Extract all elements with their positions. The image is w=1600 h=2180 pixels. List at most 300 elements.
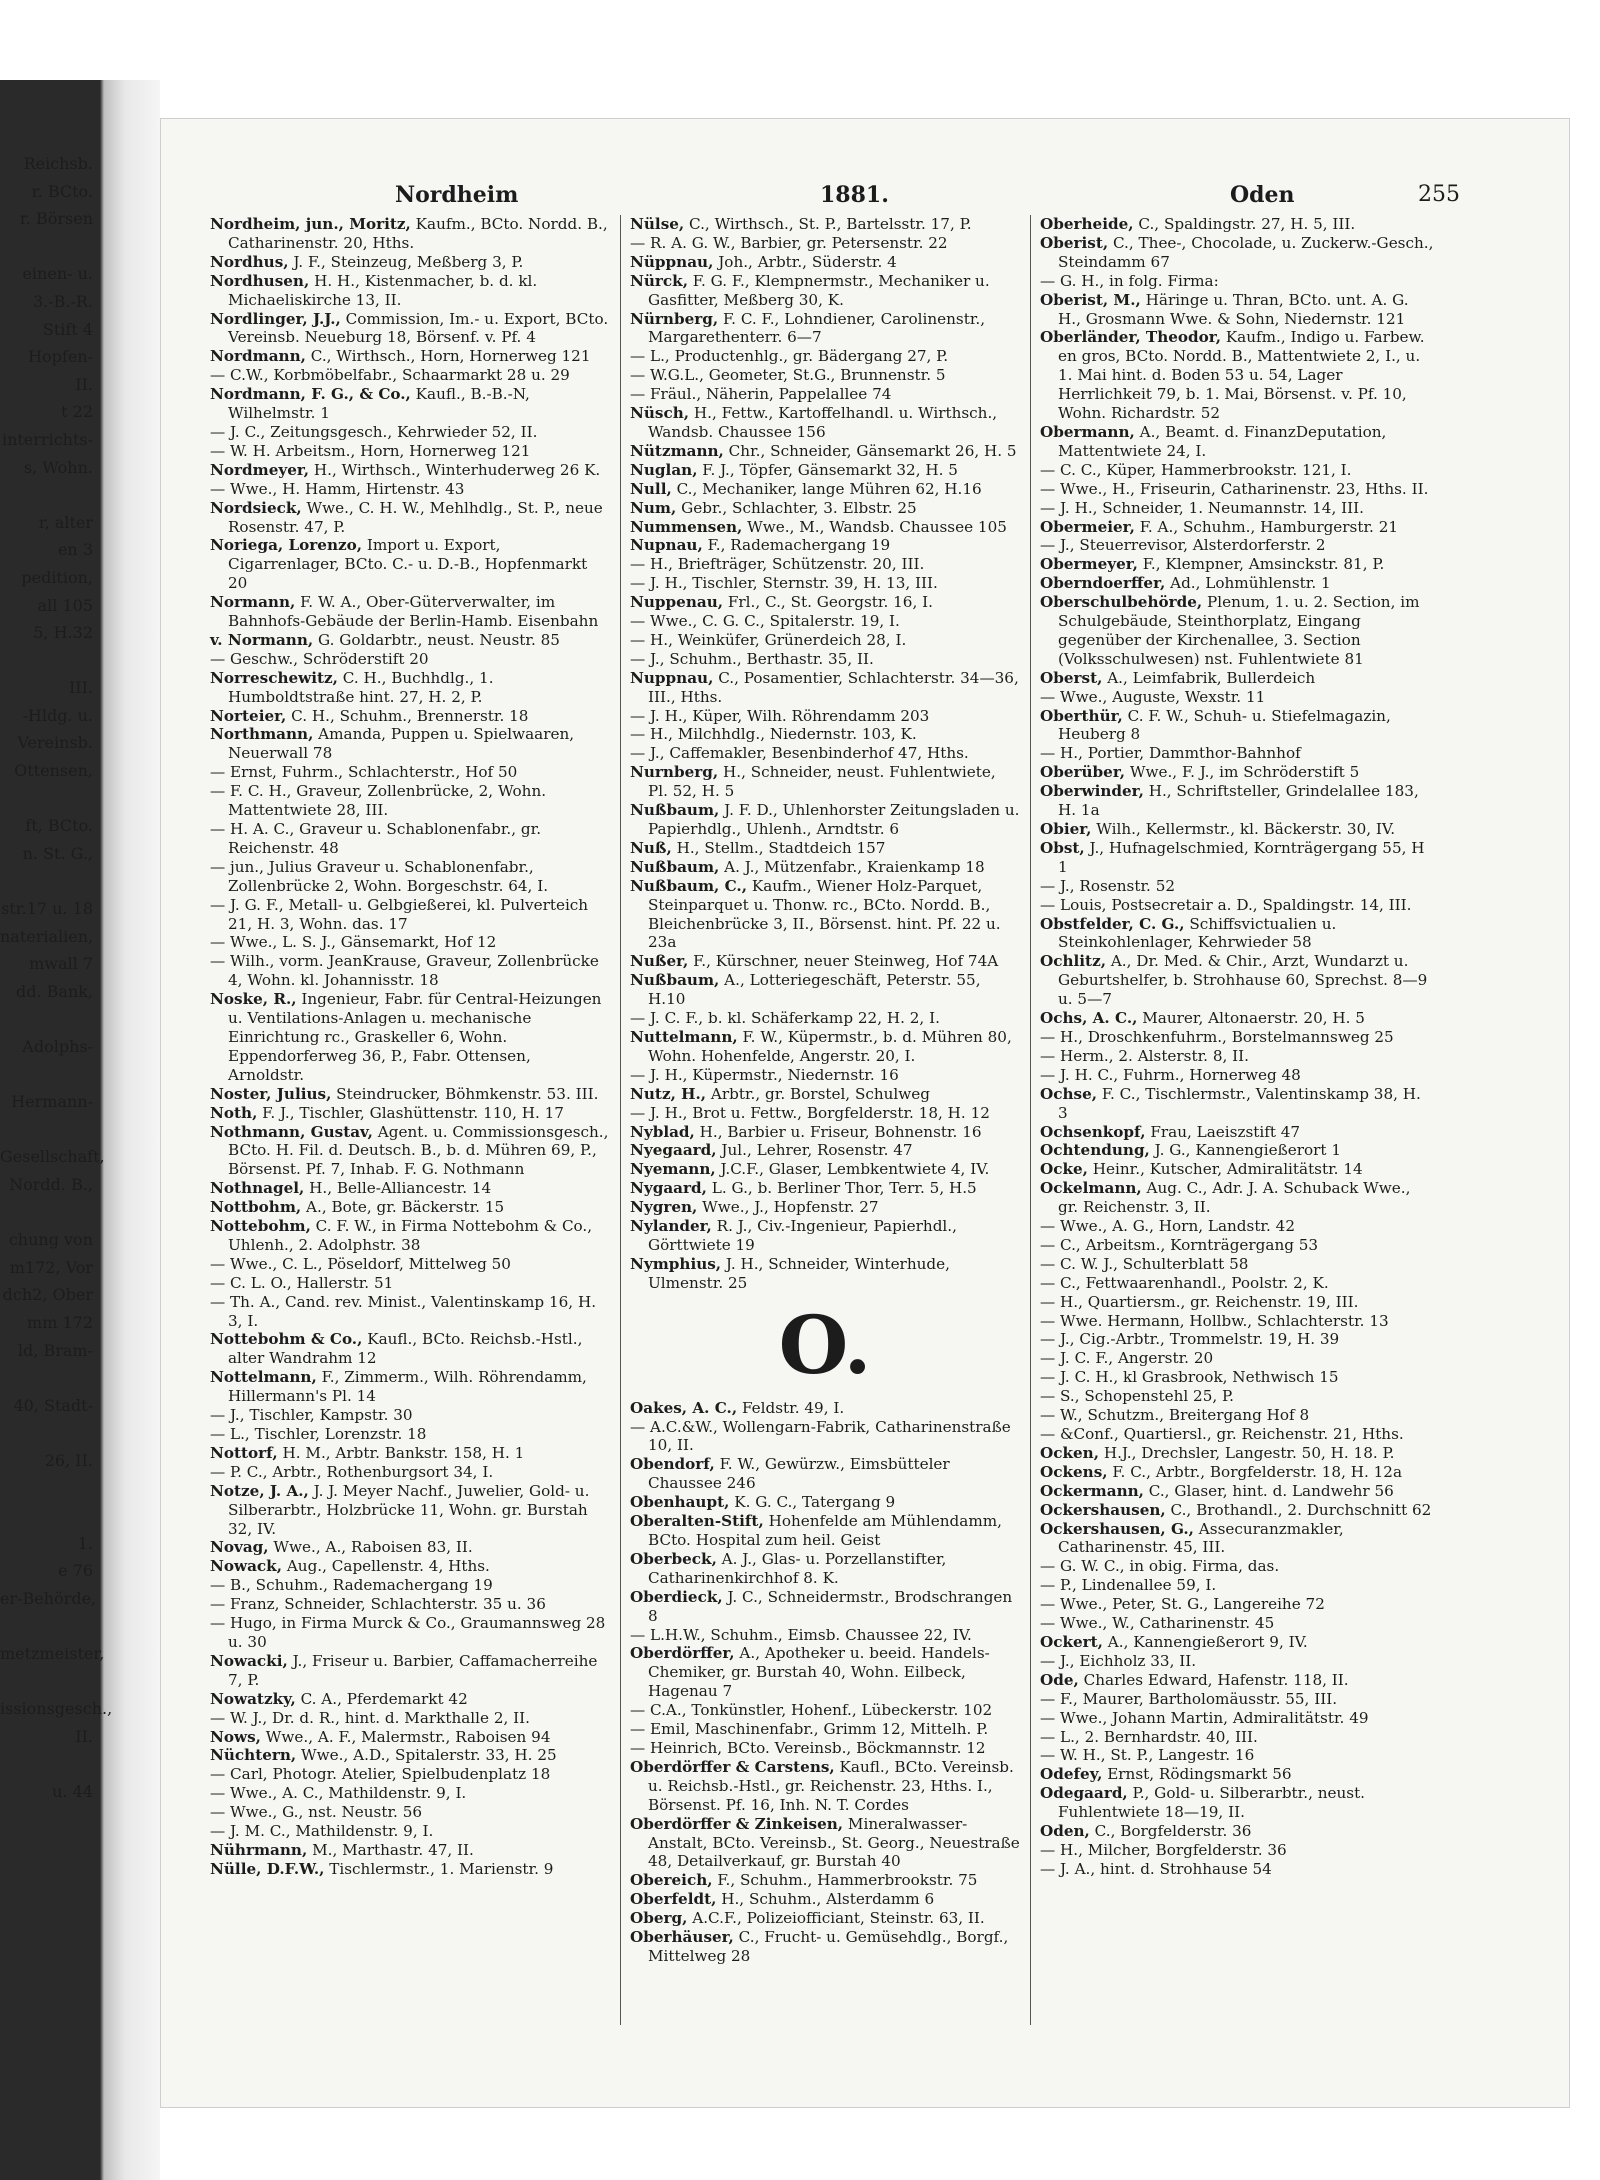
directory-entry [1040, 707, 1435, 745]
margin-fragment: Hopfen- [28, 347, 93, 367]
margin-fragment: Gesellschaft, [0, 1147, 105, 1167]
entry-name: Nummensen, [630, 517, 743, 536]
directory-entry [210, 782, 610, 820]
entry-name: Obenhaupt, [630, 1493, 730, 1512]
directory-entry [1040, 1784, 1435, 1822]
directory-entry [1040, 1236, 1435, 1255]
directory-entry [1040, 1028, 1435, 1047]
entry-details: — C. W. J., Schulterblatt 58 [1040, 1254, 1249, 1273]
directory-entry [1040, 555, 1435, 574]
entry-details: J., Hufnagelschmied, Kornträgergang 55, H 1 [1058, 838, 1425, 876]
directory-entry [210, 858, 610, 896]
directory-entry [1040, 1841, 1435, 1860]
entry-name: Oberbeck, [630, 1549, 717, 1568]
directory-entry [630, 518, 1020, 537]
entry-details: — J. C. F., Angerstr. 20 [1040, 1349, 1214, 1368]
entry-name: Nygren, [630, 1198, 698, 1217]
entry-details: — J. G. F., Metall- u. Gelbgießerei, kl. Pulverteich 21, H. 3, Wohn. das. 17 [210, 895, 589, 933]
entry-details: C., Mechaniker, lange Mühren 62, H.16 [671, 479, 982, 498]
directory-entry [210, 1803, 610, 1822]
entry-name: Norreschewitz, [210, 668, 338, 687]
margin-fragment: en 3 [57, 540, 93, 560]
entry-details: Frl., C., St. Georgstr. 16, I. [723, 593, 933, 612]
entry-details: Wwe., M., Wandsb. Chaussee 105 [742, 517, 1007, 536]
directory-entry [1040, 896, 1435, 915]
directory-column-1 [210, 215, 610, 2065]
entry-name: Ochs, A. C., [1040, 1009, 1138, 1028]
entry-name: Oberst, [1040, 668, 1103, 687]
directory-entry [1040, 1349, 1435, 1368]
directory-entry [630, 612, 1020, 631]
entry-details: Kaufl., BCto. Vereinsb. u. Reichsb.-Hstl., gr. Reichenstr. 23, Hths. I., Börsenst. Pf. 16, Inh. N. T. Cordes [648, 1757, 1014, 1814]
margin-fragment: metzmeister, [0, 1644, 105, 1664]
entry-name: Nüsch, [630, 404, 690, 423]
entry-details: Joh., Arbtr., Süderstr. 4 [713, 252, 897, 271]
entry-name: Norteier, [210, 706, 287, 725]
entry-details: — W. J., Dr. d. R., hint. d. Markthalle 2, II. [210, 1708, 530, 1727]
entry-details: C., Posamentier, Schlachterstr. 34—36, III., Hths. [648, 668, 1019, 706]
directory-entry [1040, 1595, 1435, 1614]
entry-details: J. F. D., Uhlenhorster Zeitungsladen u. Papierhdlg., Uhlenh., Arndtstr. 6 [648, 801, 1020, 838]
entry-name: Nowatzky, [210, 1689, 296, 1708]
entry-name: Num, [630, 498, 677, 517]
directory-entry [1040, 744, 1435, 763]
entry-name: Ockermann, [1040, 1481, 1144, 1500]
entry-details: Maurer, Altonaerstr. 20, H. 5 [1137, 1009, 1365, 1028]
directory-entry [1040, 1690, 1435, 1709]
entry-name: Nordhus, [210, 252, 289, 271]
entry-name: Oberschulbehörde, [1040, 593, 1203, 612]
entry-details: — C.A., Tonkünstler, Hohenf., Lübeckerstr. 102 [630, 1701, 993, 1720]
entry-name: Nyegaard, [630, 1141, 717, 1160]
entry-details: C. H., Buchhdlg., 1. Humboldtstraße hint. 27, H. 2, P. [228, 668, 494, 706]
margin-fragment: u. 44 [52, 1782, 93, 1802]
directory-entry [1040, 1179, 1435, 1217]
entry-details: C. F. W., Schuh- u. Stiefelmagazin, Heuberg 8 [1058, 706, 1391, 744]
directory-entry [1040, 518, 1435, 537]
entry-name: Odegaard, [1040, 1784, 1128, 1803]
entry-name: Ochlitz, [1040, 952, 1106, 971]
entry-details: — Wwe., L. S. J., Gänsemarkt, Hof 12 [210, 933, 497, 952]
entry-details: — J. H., Küper, Wilh. Röhrendamm 203 [630, 706, 930, 725]
margin-fragment: Reichsb. [23, 154, 93, 173]
directory-entry [630, 272, 1020, 310]
entry-name: Ochsenkopf, [1040, 1122, 1146, 1141]
entry-details: — W. H., St. P., Langestr. 16 [1040, 1746, 1255, 1765]
entry-details: Ernst, Rödingsmarkt 56 [1102, 1765, 1292, 1784]
entry-name: Nuglan, [630, 460, 698, 479]
margin-fragment [0, 647, 95, 675]
entry-details: A. J., Mützenfabr., Kraienkamp 18 [719, 857, 985, 876]
directory-entry [630, 1890, 1020, 1909]
margin-fragment [0, 1612, 95, 1640]
directory-entry [210, 1123, 610, 1180]
margin-fragment: mm 172 [27, 1312, 93, 1332]
directory-entry [1040, 952, 1435, 1009]
directory-entry [1040, 1520, 1435, 1558]
directory-entry [1040, 1387, 1435, 1406]
entry-name: v. Normann, [210, 630, 314, 649]
margin-fragment [0, 233, 95, 261]
page-number: 255 [1418, 182, 1460, 207]
directory-entry [210, 1463, 610, 1482]
margin-fragment: t 22 [61, 402, 93, 422]
entry-details: — Wwe. Hermann, Hollbw., Schlachterstr. 13 [1040, 1311, 1389, 1330]
entry-details: — H., Weinküfer, Grünerdeich 28, I. [630, 630, 907, 649]
entry-details: J.C.F., Glaser, Lembkentwiete 4, IV. [715, 1160, 990, 1179]
directory-entry [1040, 1463, 1435, 1482]
directory-entry [1040, 1141, 1435, 1160]
entry-details: Kaufm., Indigo u. Farbew. en gros, BCto. Nordd. B., Mattentwiete 2, I., u. 1. Mai hint. d. Boden 53 u. 54, Lager Herrlichkeit 79, b. 1. Mai, Börsenst. v. Pf. 10, Wohn. Richardstr. 52 [1058, 328, 1425, 423]
entry-details: C. F. W., in Firma Nottebohm & Co., Uhlenh., 2. Adolphstr. 38 [228, 1217, 593, 1254]
entry-details: C., Thee-, Chocolade, u. Zuckerw.-Gesch., Steindamm 67 [1058, 233, 1434, 271]
entry-name: Nows, [210, 1727, 261, 1746]
entry-details: — H., Quartiersm., gr. Reichenstr. 19, III. [1040, 1292, 1359, 1311]
margin-fragment: II. [75, 374, 93, 394]
directory-entry [1040, 1444, 1435, 1463]
directory-entry [1040, 574, 1435, 593]
entry-name: Obermeyer, [1040, 555, 1138, 574]
directory-entry [210, 1746, 610, 1765]
directory-entry [210, 820, 610, 858]
entry-name: Noth, [210, 1103, 258, 1122]
directory-entry [630, 1085, 1020, 1104]
entry-name: Odefey, [1040, 1765, 1103, 1784]
margin-fragment: ld, Bram- [17, 1340, 93, 1360]
entry-details: — Franz, Schneider, Schlachterstr. 35 u. 36 [210, 1595, 546, 1614]
entry-details: M., Marthastr. 47, II. [307, 1840, 474, 1859]
entry-details: — J., Steuerrevisor, Alsterdorferstr. 2 [1040, 536, 1326, 555]
directory-entry [210, 1690, 610, 1709]
entry-name: Oberdieck, [630, 1587, 723, 1606]
entry-details: — Wwe., H., Friseurin, Catharinenstr. 23, Hths. II. [1040, 479, 1429, 498]
directory-entry [210, 1104, 610, 1123]
directory-entry [210, 1255, 610, 1274]
entry-name: Nordhusen, [210, 271, 310, 290]
entry-details: J. G., Kannengießerort 1 [1149, 1141, 1342, 1160]
directory-entry [210, 1595, 610, 1614]
entry-details: — Heinrich, BCto. Vereinsb., Böckmannstr. 12 [630, 1738, 986, 1757]
entry-details: — Wwe., A. C., Mathildenstr. 9, I. [210, 1784, 467, 1803]
directory-entry [630, 1066, 1020, 1085]
directory-entry [630, 310, 1020, 348]
directory-entry [1040, 536, 1435, 555]
directory-entry [210, 347, 610, 366]
entry-details: — J. C., Zeitungsgesch., Kehrwieder 52, II. [210, 422, 538, 441]
entry-details: F. W., Gewürzw., Eimsbütteler Chaussee 246 [648, 1455, 950, 1493]
entry-details: — W.G.L., Geometer, St.G., Brunnenstr. 5 [630, 366, 946, 385]
column-divider [620, 215, 621, 2025]
entry-details: — Wwe., G., nst. Neustr. 56 [210, 1803, 423, 1822]
entry-details: — Ernst, Fuhrm., Schlachterstr., Hof 50 [210, 763, 518, 782]
entry-name: Nürnberg, [630, 309, 719, 328]
directory-entry [630, 555, 1020, 574]
directory-entry [210, 385, 610, 423]
directory-entry [210, 650, 610, 669]
entry-details: — H., Portier, Dammthor-Bahnhof [1040, 744, 1301, 763]
directory-entry [630, 858, 1020, 877]
directory-entry [630, 480, 1020, 499]
entry-details: — Wwe., Auguste, Wexstr. 11 [1040, 687, 1266, 706]
directory-entry [630, 1909, 1020, 1928]
directory-entry [630, 499, 1020, 518]
margin-fragment [0, 1005, 95, 1033]
directory-entry [210, 461, 610, 480]
directory-entry [210, 423, 610, 442]
directory-entry [210, 253, 610, 272]
margin-fragment: m172, Vor [9, 1257, 93, 1277]
entry-details: — H., Milchhdlg., Niedernstr. 103, K. [630, 725, 917, 744]
entry-name: Oberist, M., [1040, 290, 1141, 309]
margin-fragment: er-Behörde, [0, 1588, 97, 1608]
entry-details: J. C., Schneidermstr., Brodschrangen 8 [648, 1587, 1013, 1625]
margin-fragment [0, 785, 95, 813]
directory-entry [210, 1841, 610, 1860]
entry-details: Wilh., Kellermstr., kl. Bäckerstr. 30, IV. [1091, 820, 1396, 838]
entry-details: F. A., Schuhm., Hamburgerstr. 21 [1134, 517, 1399, 536]
entry-details: Assecuranzmakler, Catharinenstr. 45, III. [1058, 1519, 1344, 1557]
directory-entry [630, 1928, 1020, 1966]
entry-details: — L., Tischler, Lorenzstr. 18 [210, 1425, 427, 1443]
directory-entry [630, 385, 1020, 404]
section-letter: O. [778, 1297, 872, 1392]
entry-name: Oberdörffer & Carstens, [630, 1757, 835, 1776]
entry-name: Nottorf, [210, 1443, 278, 1462]
entry-details: Kaufm., BCto. Nordd. B., Catharinenstr. 20, Hths. [228, 215, 608, 252]
directory-entry [210, 1425, 610, 1444]
entry-name: Oakes, A. C., [630, 1398, 738, 1417]
directory-entry [210, 896, 610, 934]
entry-name: Nottbohm, [210, 1198, 302, 1217]
entry-details: — B., Schuhm., Rademachergang 19 [210, 1576, 493, 1595]
entry-details: Ad., Lohmühlenstr. 1 [1165, 574, 1331, 593]
entry-details: Agent. u. Commissionsgesch., BCto. H. Fil. d. Deutsch. B., b. d. Mühren 69, P., Börsenst. Pf. 7, Inhab. F. G. Nothmann [228, 1122, 609, 1179]
directory-entry [1040, 1217, 1435, 1236]
entry-name: Nymphius, [630, 1254, 722, 1273]
entry-details: — Hugo, in Firma Murck & Co., Graumannsweg 28 u. 30 [210, 1614, 606, 1651]
directory-entry [210, 1293, 610, 1331]
entry-name: Obst, [1040, 838, 1085, 857]
directory-entry [630, 1550, 1020, 1588]
entry-details: Jul., Lehrer, Rosenstr. 47 [716, 1141, 913, 1160]
entry-name: Ochtendung, [1040, 1141, 1150, 1160]
entry-name: Ocken, [1040, 1443, 1099, 1462]
directory-entry [210, 1274, 610, 1293]
entry-name: Oberfeldt, [630, 1890, 717, 1909]
column-divider [1030, 215, 1031, 2025]
directory-entry [630, 1701, 1020, 1720]
margin-fragment: Stift 4 [42, 319, 93, 339]
entry-name: Ockert, [1040, 1632, 1103, 1651]
entry-details: — L., Productenhlg., gr. Bädergang 27, P. [630, 347, 949, 366]
directory-entry [630, 1198, 1020, 1217]
entry-name: Nothmann, Gustav, [210, 1122, 373, 1141]
entry-name: Ochse, [1040, 1084, 1098, 1103]
entry-details: R. J., Civ.-Ingenieur, Papierhdl., Görttwiete 19 [648, 1217, 957, 1254]
directory-entry [630, 1217, 1020, 1255]
entry-details: — J. C. H., kl Grasbrook, Nethwisch 15 [1040, 1368, 1339, 1387]
entry-details: Wwe., C. H. W., Mehlhdlg., St. P., neue Rosenstr. 47, P. [228, 498, 603, 536]
directory-entry [630, 763, 1020, 801]
margin-fragment: n. St. G., [22, 843, 93, 863]
running-head-right: Oden [1230, 182, 1295, 208]
entry-name: Noske, R., [210, 990, 297, 1009]
directory-entry [210, 1784, 610, 1803]
directory-entry [630, 1141, 1020, 1160]
directory-entry [210, 1217, 610, 1255]
entry-details: C., Spaldingstr. 27, H. 5, III. [1133, 215, 1356, 233]
entry-name: Nottebohm & Co., [210, 1330, 363, 1349]
directory-entry [1040, 1765, 1435, 1784]
entry-details: Wwe., A., Raboisen 83, II. [268, 1538, 473, 1557]
directory-entry [210, 442, 610, 461]
directory-entry [1040, 1085, 1435, 1123]
margin-fragment: 3.-B.-R. [32, 291, 93, 311]
entry-details: — Carl, Photogr. Atelier, Spielbudenplatz 18 [210, 1765, 551, 1784]
entry-details: J. H., Schneider, Winterhude, Ulmenstr. 25 [648, 1254, 950, 1292]
directory-entry [210, 1557, 610, 1576]
directory-entry [210, 1368, 610, 1406]
entry-name: Oberthür, [1040, 706, 1123, 725]
entry-name: Oden, [1040, 1822, 1090, 1841]
entry-details: H., Wirthsch., Winterhuderweg 26 K. [309, 460, 601, 479]
entry-details: Kaufl., BCto. Reichsb.-Hstl., alter Wandrahm 12 [228, 1330, 583, 1368]
entry-name: Nordmann, [210, 347, 306, 366]
entry-details: — G. H., in folg. Firma: [1040, 271, 1219, 290]
directory-entry [1040, 1009, 1435, 1028]
margin-fragment: issionsgesch., [0, 1699, 113, 1719]
margin-fragment: r. Börsen [19, 209, 93, 229]
entry-details: — Wwe., H. Hamm, Hirtenstr. 43 [210, 479, 465, 498]
entry-details: — W., Schutzm., Breitergang Hof 8 [1040, 1406, 1310, 1425]
margin-fragment: 26, II. [44, 1450, 93, 1470]
directory-entry [630, 801, 1020, 839]
entry-details: — Emil, Maschinenfabr., Grimm 12, Mittelh. P. [630, 1720, 989, 1739]
entry-details: — W. H. Arbeitsm., Horn, Hornerweg 121 [210, 441, 531, 460]
entry-name: Nordheim, jun., Moritz, [210, 215, 411, 233]
entry-details: Wwe., F. J., im Schröderstift 5 [1125, 763, 1360, 782]
entry-details: — F. C. H., Graveur, Zollenbrücke, 2, Wohn. Mattentwiete 28, III. [210, 782, 547, 820]
margin-fragment: s, Wohn. [23, 457, 93, 477]
directory-column-3 [1040, 215, 1435, 2065]
directory-entry [210, 1406, 610, 1425]
entry-name: Nordmann, F. G., & Co., [210, 385, 411, 404]
entry-details: H., Schneider, neust. Fuhlentwiete, Pl. 52, H. 5 [648, 763, 996, 801]
directory-entry [210, 763, 610, 782]
entry-details: Plenum, 1. u. 2. Section, im Schulgebäude, Steinthorplatz, Eingang gegenüber der Kirchenallee, 3. Section (Volksschulwesen) nst. Fuhlentwiete 81 [1058, 593, 1420, 668]
margin-fragment [0, 1750, 95, 1778]
entry-details: — J., Schuhm., Berthastr. 35, II. [630, 649, 874, 668]
entry-details: — C., Arbeitsm., Kornträgergang 53 [1040, 1235, 1319, 1254]
directory-entry [630, 1644, 1020, 1701]
entry-details: C., Wirthsch., St. P., Bartelsstr. 17, P. [684, 215, 972, 233]
directory-entry [630, 952, 1020, 971]
directory-entry [630, 461, 1020, 480]
directory-entry [630, 574, 1020, 593]
entry-name: Nüchtern, [210, 1746, 297, 1765]
directory-entry [1040, 669, 1435, 688]
directory-entry [1040, 423, 1435, 461]
directory-entry [1040, 763, 1435, 782]
entry-details: Amanda, Puppen u. Spielwaaren, Neuerwall 78 [228, 725, 575, 763]
entry-details: P., Gold- u. Silberarbtr., neust. Fuhlentwiete 18—19, II. [1058, 1784, 1366, 1822]
directory-entry [630, 725, 1020, 744]
entry-name: Normann, [210, 593, 296, 612]
directory-entry [630, 253, 1020, 272]
entry-details: Charles Edward, Hafenstr. 118, II. [1078, 1670, 1349, 1689]
margin-fragment: ft, BCto. [25, 816, 93, 836]
directory-entry [1040, 1614, 1435, 1633]
directory-entry [1040, 1709, 1435, 1728]
directory-entry [210, 310, 610, 348]
directory-entry [1040, 1312, 1435, 1331]
entry-name: Nygaard, [630, 1179, 707, 1198]
entry-details: — H. A. C., Graveur u. Schablonenfabr., gr. Reichenstr. 48 [210, 820, 542, 857]
directory-column-2 [630, 215, 1020, 2065]
entry-details: — Wwe., W., Catharinenstr. 45 [1040, 1614, 1275, 1633]
running-head-left: Nordheim [395, 182, 519, 208]
entry-details: — jun., Julius Graveur u. Schablonenfabr., Zollenbrücke 2, Wohn. Borgeschstr. 64, I. [210, 857, 549, 895]
directory-entry [210, 272, 610, 310]
directory-entry [1040, 1501, 1435, 1520]
entry-details: Aug., Capellenstr. 4, Hths. [282, 1557, 490, 1576]
entry-name: Oberdörffer, [630, 1644, 735, 1663]
entry-details: Kaufl., B.-B.-N, Wilhelmstr. 1 [228, 385, 530, 423]
entry-name: Nupnau, [630, 536, 703, 555]
margin-fragment: pedition, [21, 567, 93, 587]
entry-name: Nowacki, [210, 1651, 288, 1670]
margin-fragment: interrichts- [1, 429, 93, 449]
directory-entry [210, 990, 610, 1085]
entry-details: — C. C., Küper, Hammerbrookstr. 121, I. [1040, 460, 1352, 479]
directory-entry [630, 839, 1020, 858]
entry-details: Arbtr., gr. Borstel, Schulweg [706, 1084, 931, 1103]
entry-name: Nülse, [630, 215, 685, 233]
entry-details: Heinr., Kutscher, Admiralitätstr. 14 [1087, 1160, 1363, 1179]
entry-name: Ocke, [1040, 1160, 1088, 1179]
margin-fragment: str.17 u. 18 [1, 899, 93, 919]
entry-details: H.J., Drechsler, Langestr. 50, H. 18. P. [1099, 1443, 1395, 1462]
directory-entry [1040, 1406, 1435, 1425]
entry-details: C., Borgfelderstr. 36 [1089, 1822, 1252, 1841]
margin-fragment [0, 867, 95, 895]
directory-entry [630, 1758, 1020, 1815]
entry-details: — J. C. F., b. kl. Schäferkamp 22, H. 2, I. [630, 1009, 940, 1028]
directory-entry [630, 1399, 1020, 1418]
entry-name: Northmann, [210, 725, 314, 744]
entry-name: Ockershausen, G., [1040, 1519, 1194, 1538]
directory-entry [1040, 1255, 1435, 1274]
margin-fragment: einen- u. [22, 264, 93, 284]
margin-fragment: 40, Stadt- [13, 1395, 93, 1415]
entry-details: — J. H., Küpermstr., Niedernstr. 16 [630, 1065, 899, 1084]
entry-details: — Wwe., Johann Martin, Admiralitätstr. 49 [1040, 1708, 1369, 1727]
margin-fragment: r, alter [38, 512, 93, 532]
directory-entry [630, 1739, 1020, 1758]
directory-entry [630, 1493, 1020, 1512]
directory-entry [630, 1123, 1020, 1142]
entry-name: Nowack, [210, 1557, 282, 1576]
directory-entry [210, 707, 610, 726]
directory-entry [210, 1728, 610, 1747]
entry-name: Null, [630, 479, 672, 498]
entry-details: A., Leimfabrik, Bullerdeich [1102, 668, 1316, 687]
directory-entry [1040, 820, 1435, 839]
entry-details: — Wwe., A. G., Horn, Landstr. 42 [1040, 1217, 1295, 1236]
directory-entry [210, 1614, 610, 1652]
entry-details: A., Kannengießerort 9, IV. [1102, 1632, 1308, 1651]
directory-entry [210, 1652, 610, 1690]
